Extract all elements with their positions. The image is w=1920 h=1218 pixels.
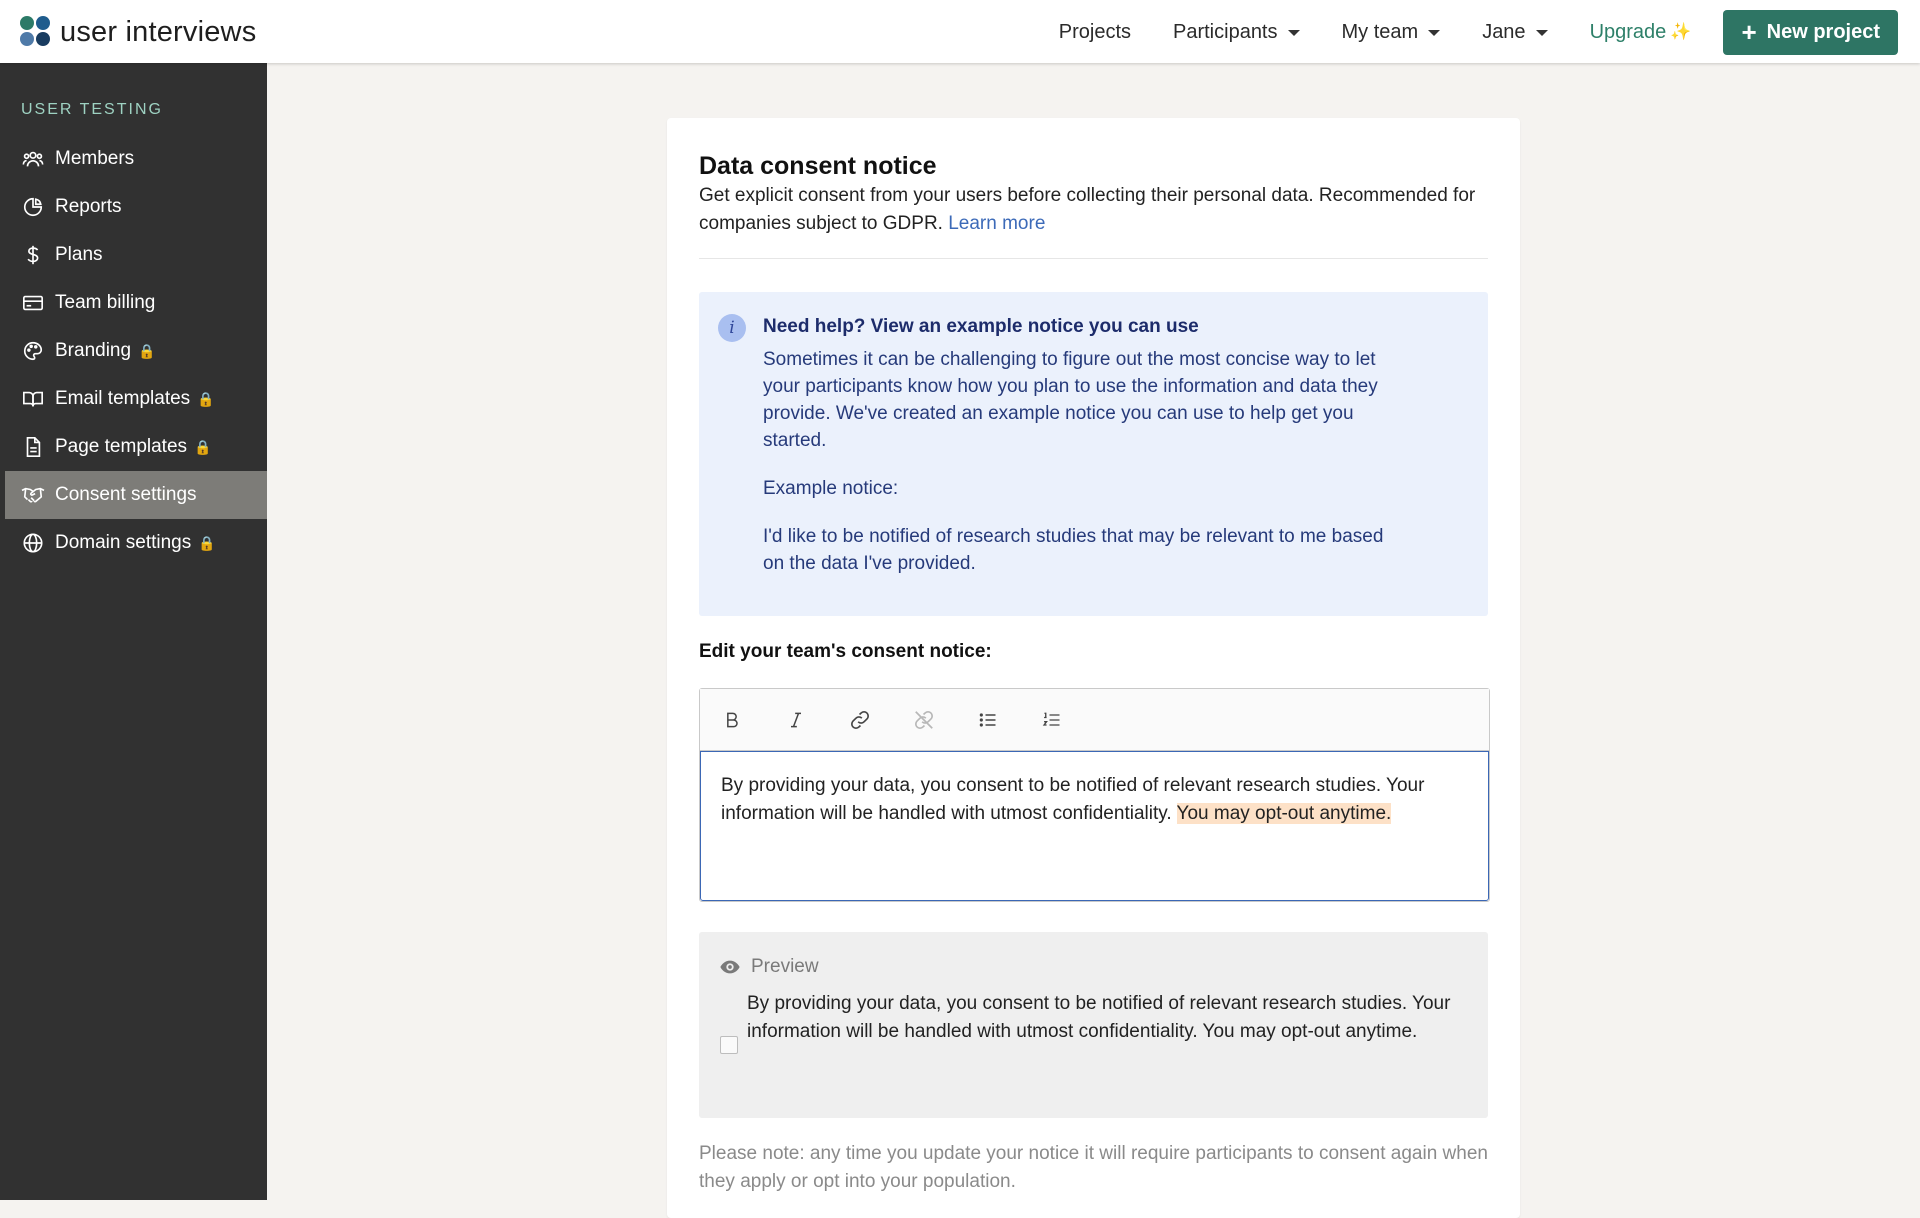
- learn-more-link[interactable]: Learn more: [948, 213, 1046, 234]
- divider: [699, 258, 1488, 259]
- italic-button[interactable]: [782, 706, 810, 734]
- nav-participants-label: Participants: [1173, 20, 1278, 43]
- top-navigation-bar: [0, 0, 1920, 63]
- help-title: Need help? View an example notice you can use: [763, 316, 1199, 337]
- consent-notice-editor: [699, 688, 1490, 902]
- sidebar-item-plans[interactable]: [0, 231, 267, 279]
- bulleted-list-icon: [978, 710, 998, 730]
- chevron-down-icon: [1428, 30, 1440, 36]
- sidebar-item-label: Branding: [55, 340, 132, 361]
- new-project-label: New project: [1766, 20, 1880, 43]
- italic-icon: [786, 710, 806, 730]
- sidebar-item-team-billing[interactable]: [0, 279, 267, 327]
- handshake-icon: [21, 483, 45, 507]
- page-title: Data consent notice: [699, 152, 937, 180]
- nav-projects-label: Projects: [1058, 20, 1131, 43]
- palette-icon: [21, 339, 45, 363]
- reports-icon: [21, 195, 45, 219]
- bold-button[interactable]: [718, 706, 746, 734]
- nav-participants[interactable]: [1173, 21, 1300, 44]
- brand-name: user interviews: [60, 15, 257, 48]
- sidebar-section-header: USER TESTING: [21, 101, 163, 118]
- sidebar-item-label: Page templates: [55, 436, 188, 457]
- brand-logo[interactable]: [20, 15, 256, 49]
- document-icon: [21, 435, 45, 459]
- new-project-button[interactable]: [1723, 10, 1898, 55]
- editor-toolbar: [700, 689, 1489, 751]
- brand-mark-icon: [20, 16, 52, 48]
- preview-label: Preview: [751, 956, 819, 977]
- main-nav: [1059, 10, 1898, 54]
- help-description: Sometimes it can be challenging to figure out the most concise way to let your participants know how you plan to use the information and data they provide. We've created an example notice you can use to help get you started.: [763, 349, 1378, 451]
- numbered-list-icon: [1042, 710, 1062, 730]
- help-body: [763, 346, 1403, 598]
- edit-notice-label: Edit your team's consent notice:: [699, 641, 992, 662]
- consent-settings-card: [667, 118, 1520, 1218]
- sidebar-item-label: Domain settings: [55, 532, 192, 553]
- info-icon: i: [718, 314, 746, 342]
- globe-icon: [21, 531, 45, 555]
- description-text: Get explicit consent from your users before collecting their personal data. Recommended for companies subject to GDPR.: [699, 185, 1476, 234]
- lock-icon: 🔒: [198, 534, 216, 551]
- book-icon: [21, 387, 45, 411]
- plus-icon: +: [1741, 17, 1757, 47]
- link-button[interactable]: [846, 706, 874, 734]
- sidebar-item-label: Reports: [55, 196, 122, 217]
- dollar-icon: [21, 243, 45, 267]
- bold-icon: [722, 710, 742, 730]
- credit-card-icon: [21, 291, 45, 315]
- link-icon: [849, 709, 871, 731]
- update-notice-note: Please note: any time you update your notice it will require participants to consent again when they apply or opt into your population.: [699, 1143, 1488, 1192]
- sidebar-item-consent-settings[interactable]: [5, 471, 267, 519]
- unlink-button[interactable]: [910, 706, 938, 734]
- numbered-list-button[interactable]: [1038, 706, 1066, 734]
- nav-my-team[interactable]: [1342, 21, 1441, 44]
- chevron-down-icon: [1536, 30, 1548, 36]
- sparkle-icon: ✨: [1670, 22, 1692, 41]
- sidebar-item-reports[interactable]: [0, 183, 267, 231]
- example-notice-text: I'd like to be notified of research studies that may be relevant to me based on the data I've provided.: [763, 526, 1384, 574]
- preview-text: By providing your data, you consent to be notified of relevant research studies. Your information will be handled with utmost confidentiality. You may opt-out anytime.: [747, 993, 1451, 1042]
- members-icon: [21, 147, 45, 171]
- nav-projects[interactable]: [1059, 21, 1131, 44]
- consent-checkbox[interactable]: [720, 1036, 738, 1054]
- sidebar-item-label: Consent settings: [55, 484, 197, 505]
- nav-upgrade-label: Upgrade: [1589, 20, 1667, 43]
- editor-text-area[interactable]: [700, 751, 1489, 901]
- settings-sidebar: [0, 63, 267, 1200]
- sidebar-item-domain-settings[interactable]: [0, 519, 267, 567]
- sidebar-item-label: Team billing: [55, 292, 156, 313]
- nav-upgrade[interactable]: [1590, 21, 1692, 44]
- sidebar-item-members[interactable]: [0, 135, 267, 183]
- sidebar-item-label: Plans: [55, 244, 103, 265]
- nav-my-team-label: My team: [1341, 20, 1419, 43]
- nav-user-label: Jane: [1482, 20, 1526, 43]
- lock-icon: 🔒: [197, 390, 215, 407]
- bulleted-list-button[interactable]: [974, 706, 1002, 734]
- example-notice-help-box: [699, 292, 1488, 616]
- sidebar-item-email-templates[interactable]: [0, 375, 267, 423]
- page-description: [699, 182, 1499, 238]
- lock-icon: 🔒: [194, 438, 212, 455]
- nav-user-menu[interactable]: [1482, 21, 1547, 44]
- notice-preview: [699, 932, 1488, 1118]
- eye-icon: [719, 956, 741, 978]
- preview-heading: [719, 956, 819, 978]
- lock-icon: 🔒: [138, 342, 156, 359]
- editor-selected-text: You may opt-out anytime.: [1176, 803, 1392, 824]
- sidebar-item-branding[interactable]: [0, 327, 267, 375]
- sidebar-item-label: Members: [55, 148, 135, 169]
- unlink-icon: [913, 709, 935, 731]
- chevron-down-icon: [1288, 30, 1300, 36]
- sidebar-item-label: Email templates: [55, 388, 191, 409]
- editor-text: By providing your data, you consent to be notified of relevant research studies. Your information will be handled with utmost confidentiality.: [721, 775, 1425, 824]
- sidebar-item-page-templates[interactable]: [0, 423, 267, 471]
- example-notice-label: Example notice:: [763, 478, 899, 499]
